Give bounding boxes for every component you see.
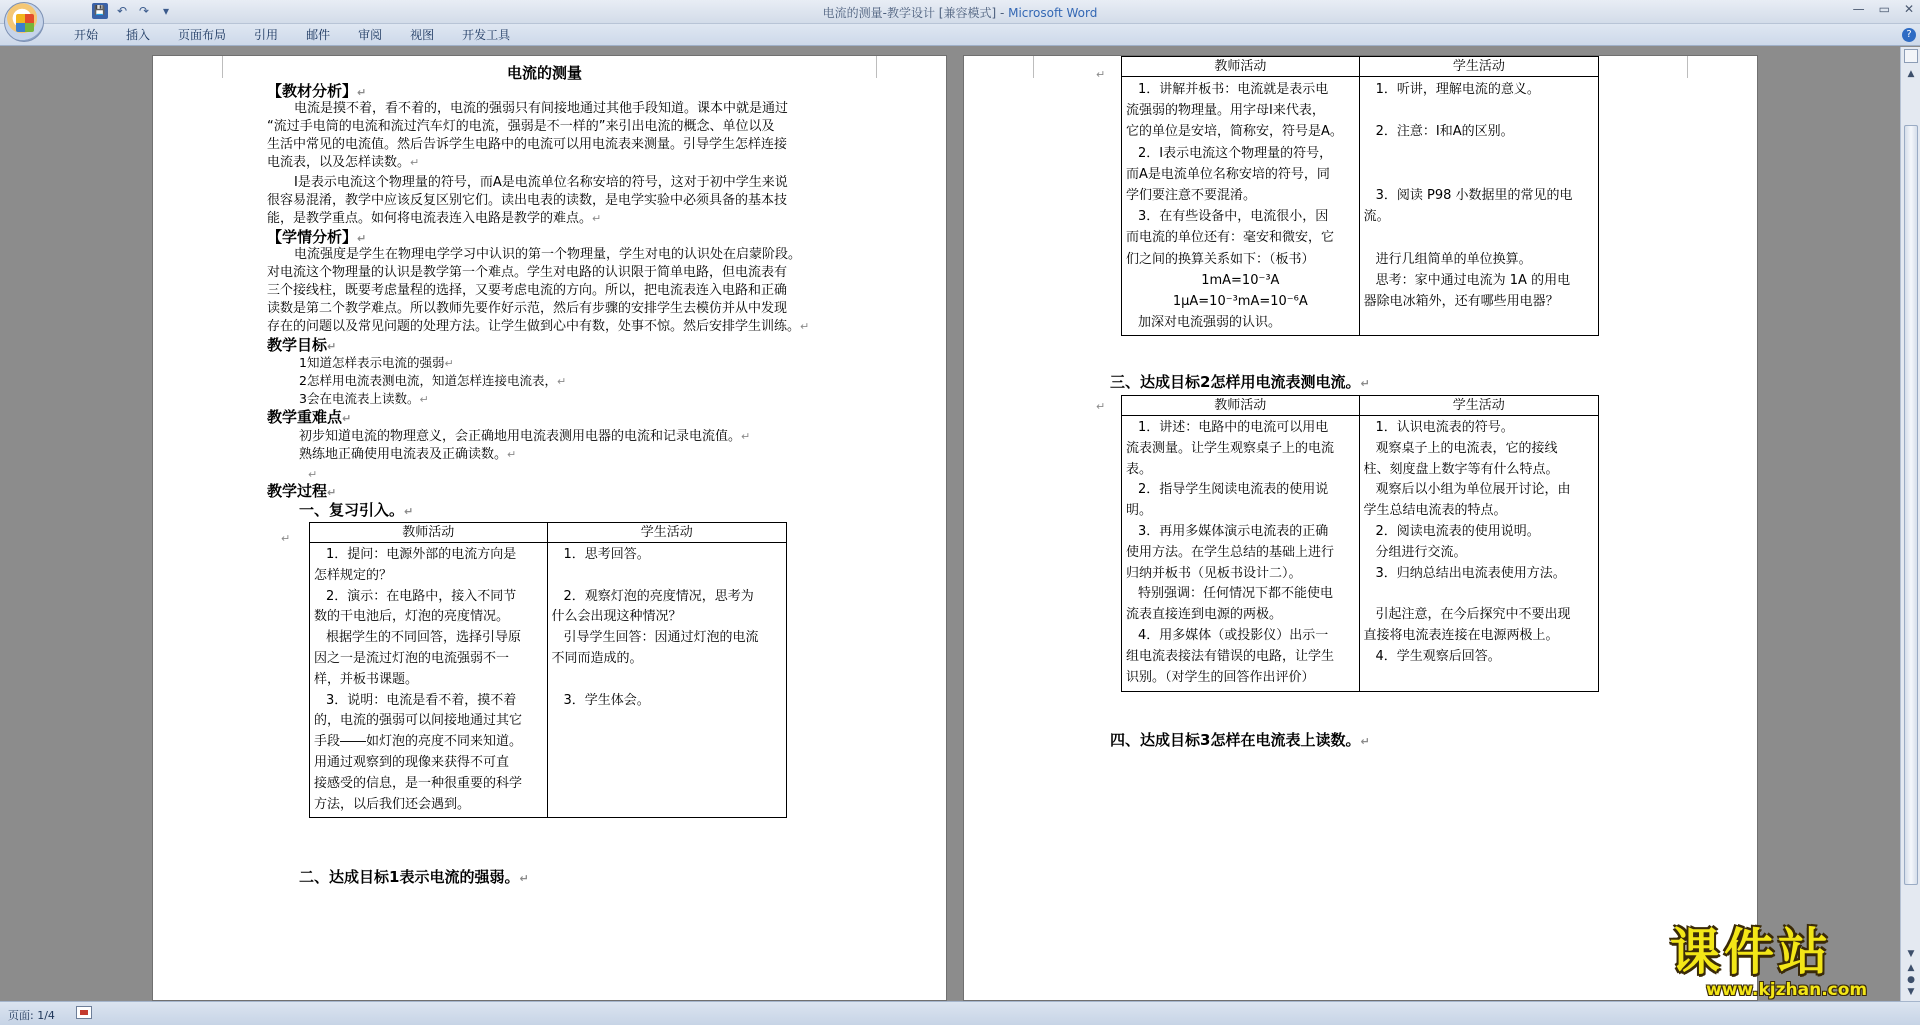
- office-logo-icon: [16, 14, 34, 32]
- logo-url: www.kjzhan.com: [1706, 980, 1868, 1000]
- goal-3-heading: 四、达成目标3怎样在电流表上读数。↵: [1110, 731, 1370, 749]
- tab-insert[interactable]: 插入: [126, 28, 151, 42]
- student-activity-cell: 1．认识电流表的符号。 观察桌子上的电流表，它的接线 柱、刻度盘上数字等有什么特点。 观察后以小组为单位展开讨论，由 学生总结电流表的特点。 2．阅读电流表的使用说明。 分组进行交流。 3．归纳总结出电流表使用方法。 引起注意，在今后探究中不要出现 直接将电流表连接在电源两极上。 4．学生观察后回答。: [1359, 416, 1598, 692]
- close-icon[interactable]: ✕: [1903, 2, 1914, 16]
- table-header-student: 学生活动: [1359, 57, 1598, 77]
- next-page-icon[interactable]: ▼: [1907, 987, 1915, 997]
- document-title: 电流的测量-教学设计 [兼容模式] -: [822, 6, 1009, 20]
- table-header-teacher: 教师活动: [1122, 57, 1360, 77]
- ribbon-tabs: [0, 24, 1920, 46]
- lesson-table-3: [1121, 395, 1599, 692]
- goal-1-heading: 二、达成目标1表示电流的强弱。↵: [299, 868, 529, 886]
- status-bar: [0, 1001, 1920, 1025]
- tab-view[interactable]: 视图: [410, 28, 435, 42]
- watermark-logo: [1670, 924, 1910, 1000]
- ruler-toggle-button[interactable]: [1904, 49, 1918, 63]
- table-header-student: 学生活动: [1359, 396, 1598, 416]
- table-header-student: 学生活动: [547, 523, 786, 543]
- logo-name: 课件站: [1670, 923, 1832, 981]
- page-count[interactable]: 页面: 1/4: [8, 1009, 55, 1022]
- tab-page-layout[interactable]: 页面布局: [178, 28, 227, 42]
- language-icon[interactable]: [76, 1006, 92, 1019]
- save-icon[interactable]: 💾: [92, 3, 108, 19]
- tab-home[interactable]: 开始: [74, 28, 99, 42]
- select-browse-object-icon[interactable]: ●: [1907, 975, 1915, 985]
- scroll-down-icon[interactable]: ▼: [1907, 949, 1915, 959]
- window-title: [0, 4, 1920, 21]
- app-name: Microsoft Word: [1008, 6, 1098, 20]
- redo-icon[interactable]: ↷: [138, 4, 150, 18]
- title-bar: [0, 0, 1920, 24]
- table-header-teacher: 教师活动: [1122, 396, 1360, 416]
- teacher-activity-cell: 1．提问：电源外部的电流方向是 怎样规定的？ 2．演示：在电路中，接入不同节 数的干电池后，灯泡的亮度情况。 根据学生的不同回答，选择引导原 因之一是流过灯泡的电流强弱不一 样，并板书课题。 3．说明：电流是看不着，摸不着 的，电流的强弱可以间接地通过其它 手段――如灯泡的亮度不同来知道。 用通过观察到的现像来获得不可直 接感受的信息，是一种很重要的科学 方法，以后我们还会遇到。: [310, 543, 548, 818]
- vertical-scrollbar[interactable]: [1900, 47, 1920, 1001]
- table-header-teacher: 教师活动: [310, 523, 548, 543]
- tab-review[interactable]: 审阅: [358, 28, 383, 42]
- key-points-heading: 教学重难点↵: [267, 408, 352, 426]
- maximize-icon[interactable]: ▭: [1878, 2, 1890, 16]
- tab-mailings[interactable]: 邮件: [306, 28, 331, 42]
- scroll-up-icon[interactable]: ▲: [1907, 69, 1915, 79]
- teaching-goals-heading: 教学目标↵: [267, 336, 337, 354]
- office-button[interactable]: [4, 2, 44, 42]
- customize-toolbar-icon[interactable]: ▾: [162, 4, 170, 18]
- lesson-table-2: [1121, 56, 1599, 336]
- teacher-activity-cell: 1．讲解并板书：电流就是表示电 流强弱的物理量。用字母I来代表， 它的单位是安培，简称安，符号是A。 2．I表示电流这个物理量的符号， 而A是电流单位名称安培的符号，同 学们要注意不要混淆。 3．在有些设备中，电流很小，因 而电流的单位还有：毫安和微安，它 们之间的换算关系如下：（板书） 1mA=10⁻³A 1μA=10⁻³mA=10⁻⁶A 加深对电流强弱的认识。: [1122, 77, 1360, 336]
- teaching-process-heading: 教学过程↵: [267, 482, 337, 500]
- document-title-heading: 电流的测量: [507, 64, 583, 82]
- student-analysis-heading: 【学情分析】↵: [267, 228, 367, 246]
- help-icon[interactable]: ?: [1902, 28, 1916, 42]
- lesson-table-1: [309, 522, 787, 818]
- minimize-icon[interactable]: —: [1852, 2, 1865, 16]
- window-controls: [1853, 2, 1914, 16]
- page-1: 电流的测量 【教材分析】↵ 电流是摸不着，看不着的，电流的强弱只有间接地通过其他手段知道。课本中就是通过 “流过手电筒的电流和流过汽车灯的电流，强弱是不一样的”来引出电流的概念、单位以及 生活中常见的电流值。然后告诉学生电路中的电流可以用电流表来测量。引导学生怎样连接 电流表，以及怎样读数。↵ I是表示电流这个物理量的符号，而A是电流单位名称安培的符号，这对于初中学生来说 很容易混淆，教学中应该反复区别它们。读出电表的读数，是电学实验中必须具备的基本技 能，是教学重点。如何将电流表连入电路是教学的难点。↵ 【学情分析】↵ 电流强度是学生在物理电学学习中认识的第一个物理量，学生对电的认识处在启蒙阶段。 对电流这个物理量的认识是教学第一个难点。学生对电路的认识限于简单电路，但电流表有 三个接线柱，既要考虑量程的选择，又要考虑电流的方向。所以，把电流表连入电路和正确 读数是第二个教学难点。所以教师先要作好示范，然后有步骤的安排学生去模仿并从中发现 存在的问题以及常见问题的处理方法。让学生做到心中有数，处事不惊。然后安排学生训练。↵ 教学目标↵ 1知道怎样表示电流的强弱↵ 2怎样用电流表测电流，知道怎样连接电流表，↵ 3会在电流表上读数。↵ 教学重难点↵ 初步知道电流的物理意义，会正确地用电流表测用电器的电流和记录电流值。↵ 熟练地正确使用电流表及正确读数。↵ ↵ 教学过程↵ 一、复习引入。↵ ↵ 教师活动 学生活动 1．提问：电源外部的电流方向是 怎样规定的？ 2．演示：在电路中，接入不同节 数的干电池后，灯泡的亮度情况。 根据学生的不同回答，选择引导原 因之一是流过灯泡的电流强弱不一 样，并板书课题。 3．说明：电流是看不着，摸不着 的，电流的强弱可以间接地通过其它 手段――如灯泡的亮度不同来知道。 用通过观察到的现像来获得不可直 接感受的信息，是一种很重要的科学 方法，以后我们还会遇到。 1．思考回答。 2．观察灯泡的亮度情况，思考为 什么会出现这种情况？ 引导学生回答：因通过灯泡的电流 不同而造成的。 3．学生体会。 二、达成目标1表示电流的强弱。↵: [152, 55, 947, 1001]
- review-heading: 一、复习引入。↵: [299, 501, 414, 519]
- document-area[interactable]: [0, 47, 1900, 1001]
- tab-references[interactable]: 引用: [254, 28, 279, 42]
- analysis-heading: 【教材分析】↵: [267, 82, 367, 100]
- teacher-activity-cell: 1．讲述：电路中的电流可以用电 流表测量。让学生观察桌子上的电流 表。 2．指导学生阅读电流表的使用说 明。 3．再用多媒体演示电流表的正确 使用方法。在学生总结的基础上进行 归纳并板书（见板书设计二）。 特别强调：任何情况下都不能使电 流表直接连到电源的两极。 4．用多媒体（或投影仪）出示一 组电流表接法有错误的电路，让学生 识别。（对学生的回答作出评价）: [1122, 416, 1360, 692]
- student-activity-cell: 1．听讲，理解电流的意义。 2．注意：I和A的区别。 3．阅读 P98 小数据里的常见的电 流。 进行几组简单的单位换算。 思考：家中通过电流为 1A 的用电 器除电冰箱外，还有哪些用电器？: [1359, 77, 1598, 336]
- page-2: ↵ 教师活动 学生活动 1．讲解并板书：电流就是表示电 流强弱的物理量。用字母I来代表， 它的单位是安培，简称安，符号是A。 2．I表示电流这个物理量的符号， 而A是电流单位名称安培的符号，同 学们要注意不要混淆。 3．在有些设备中，电流很小，因 而电流的单位还有：毫安和微安，它 们之间的换算关系如下：（板书） 1mA=10⁻³A 1μA=10⁻³mA=10⁻⁶A 加深对电流强弱的认识。 1．听讲，理解电流的意义。 2．注意：I和A的区别。 3．阅读 P98 小数据里的常见的电 流。 进行几组简单的单位换算。 思考：家中通过电流为 1A 的用电 器除电冰箱外，还有哪些用电器？ 三、达成目标2怎样用电流表测电流。↵ ↵ 教师活动 学生活动 1．讲述：电路中的电流可以用电 流表测量。让学生观察桌子上的电流 表。 2．指导学生阅读电流表的使用说 明。 3．再用多媒体演示电流表的正确 使用方法。在学生总结的基础上进行 归纳并板书（见板书设计二）。 特别强调：任何情况下都不能使电 流表直接连到电源的两极。 4．用多媒体（或投影仪）出示一 组电流表接法有错误的电路，让学生 识别。（对学生的回答作出评价） 1．认识电流表的符号。 观察桌子上的电流表，它的接线 柱、刻度盘上数字等有什么特点。 观察后以小组为单位展开讨论，由 学生总结电流表的特点。 2．阅读电流表的使用说明。 分组进行交流。 3．归纳总结出电流表使用方法。 引起注意，在今后探究中不要出现 直接将电流表连接在电源两极上。 4．学生观察后回答。 四、达成目标3怎样在电流表上读数。↵: [963, 55, 1758, 1001]
- previous-page-icon[interactable]: ▲: [1907, 963, 1915, 973]
- undo-icon[interactable]: ↶: [116, 4, 128, 18]
- scrollbar-thumb[interactable]: [1904, 125, 1918, 885]
- student-activity-cell: 1．思考回答。 2．观察灯泡的亮度情况，思考为 什么会出现这种情况？ 引导学生回答：因通过灯泡的电流 不同而造成的。 3．学生体会。: [547, 543, 786, 818]
- tab-developer[interactable]: 开发工具: [462, 28, 511, 42]
- goal-2-heading: 三、达成目标2怎样用电流表测电流。↵: [1110, 373, 1370, 391]
